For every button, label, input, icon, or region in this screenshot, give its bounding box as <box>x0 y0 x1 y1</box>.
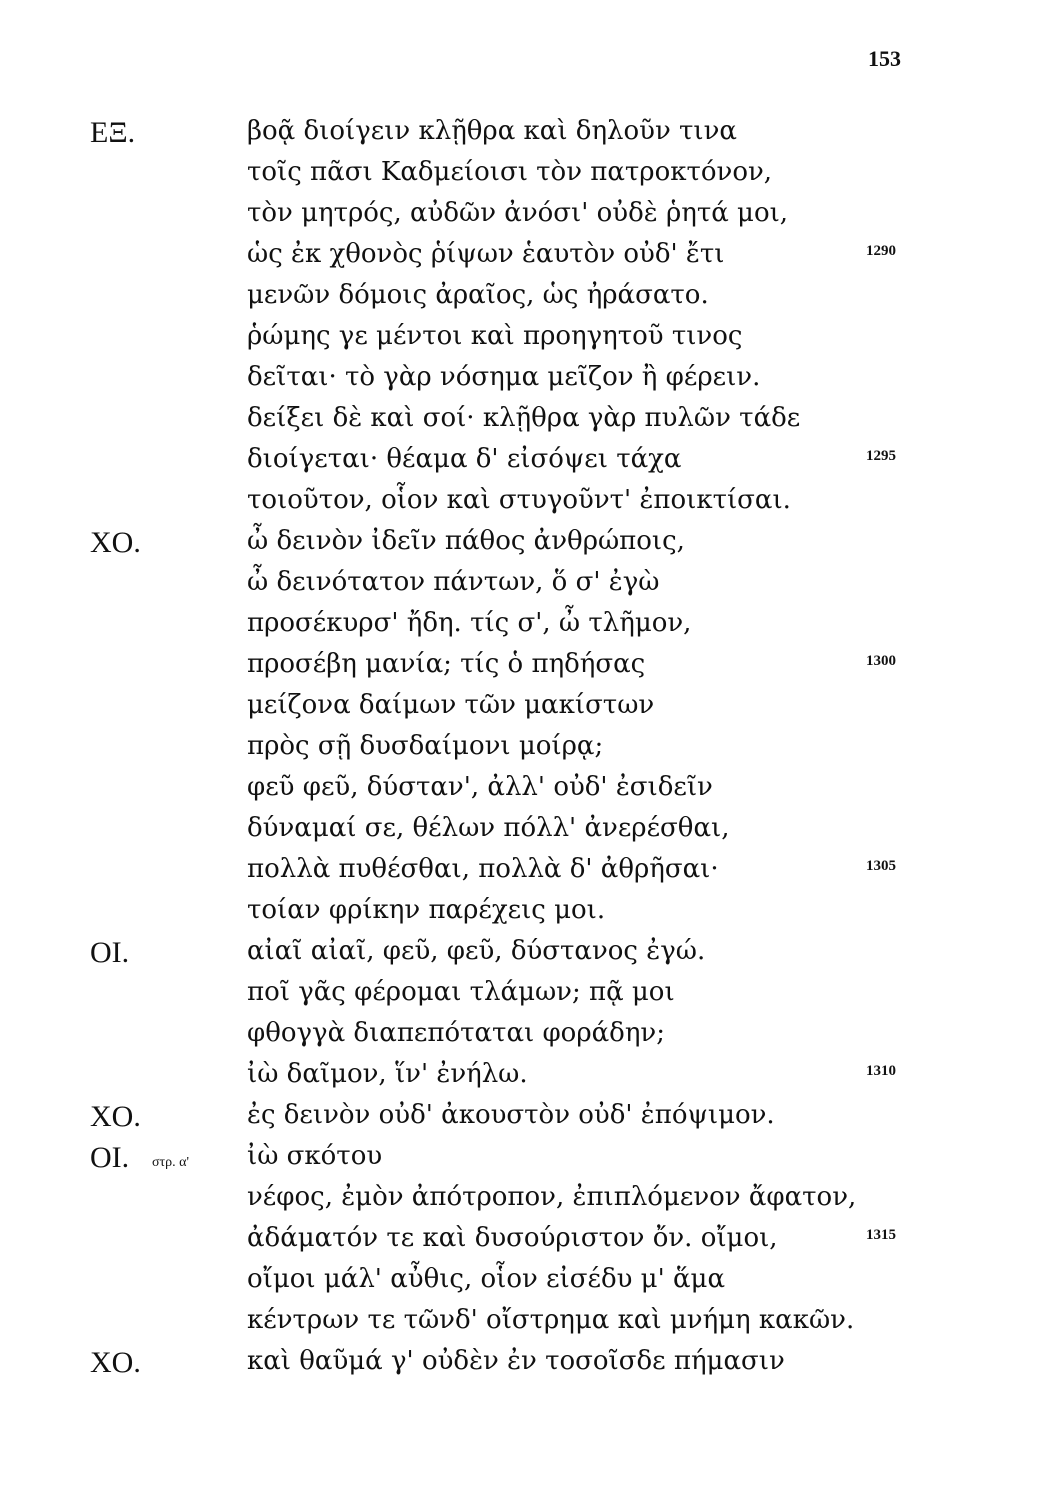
verse-text: προσέβη μανία; τίς ὁ πηδήσας <box>247 649 646 679</box>
verse-text: δείξει δὲ καὶ σοί· κλῇθρα γὰρ πυλῶν τάδε <box>247 403 801 433</box>
verse-line <box>0 854 1064 894</box>
page-number: 153 <box>868 46 901 71</box>
verse-line <box>0 157 1064 197</box>
verse-line <box>0 1100 1064 1140</box>
strophe-marker: στρ. α' <box>152 1155 190 1170</box>
line-number: 1290 <box>866 243 896 259</box>
verse-text: φεῦ φεῦ, δύσταν', ἀλλ' οὐδ' ἐσιδεῖν <box>247 772 713 802</box>
speaker-label: ΧΟ. <box>90 1100 141 1133</box>
verse-line <box>0 198 1064 238</box>
line-number: 1295 <box>866 448 896 464</box>
verse-line <box>0 772 1064 812</box>
verse-line <box>0 1018 1064 1058</box>
verse-text: πολλὰ πυθέσθαι, πολλὰ δ' ἀθρῆσαι· <box>247 854 719 884</box>
line-number: 1300 <box>866 653 896 669</box>
verse-text: μενῶν δόμοις ἀραῖος, ὡς ἠράσατο. <box>247 280 709 310</box>
verse-text: αἰαῖ αἰαῖ, φεῦ, φεῦ, δύστανος ἐγώ. <box>247 936 706 966</box>
verse-line <box>0 444 1064 484</box>
verse-line <box>0 280 1064 320</box>
speaker-label: ΧΟ. <box>90 526 141 559</box>
verse-line <box>0 690 1064 730</box>
verse-text: ποῖ γᾶς φέρομαι τλάμων; πᾷ μοι <box>247 977 675 1007</box>
line-number: 1305 <box>866 858 896 874</box>
verse-text: τὸν μητρός, αὐδῶν ἀνόσι' οὐδὲ ῥητά μοι, <box>247 198 789 228</box>
verse-line <box>0 485 1064 525</box>
verse-line <box>0 731 1064 771</box>
verse-text: τοίαν φρίκην παρέχεις μοι. <box>247 895 606 925</box>
verse-line <box>0 321 1064 361</box>
verse-line <box>0 1305 1064 1345</box>
verse-line <box>0 116 1064 156</box>
verse-text: ἰὼ σκότου <box>247 1141 383 1171</box>
verse-line <box>0 1141 1064 1181</box>
verse-line <box>0 1223 1064 1263</box>
verse-line <box>0 362 1064 402</box>
verse-line <box>0 977 1064 1017</box>
verse-text: ὡς ἐκ χθονὸς ῥίψων ἑαυτὸν οὐδ' ἔτι <box>247 239 725 269</box>
verse-line <box>0 1346 1064 1386</box>
verse-text: πρὸς σῇ δυσδαίμονι μοίρᾳ; <box>247 731 604 761</box>
verse-line <box>0 1264 1064 1304</box>
verse-line <box>0 649 1064 689</box>
speaker-label: ΟΙ. <box>90 936 130 969</box>
verse-text: τοιοῦτον, οἷον καὶ στυγοῦντ' ἐποικτίσαι. <box>247 485 791 515</box>
speaker-label: ΧΟ. <box>90 1346 141 1379</box>
verse-line <box>0 403 1064 443</box>
line-number: 1310 <box>866 1063 896 1079</box>
verse-text: φθογγὰ διαπεπόταται φοράδην; <box>247 1018 665 1048</box>
verse-line <box>0 1182 1064 1222</box>
verse-text: κέντρων τε τῶνδ' οἴστρημα καὶ μνήμη κακῶν. <box>247 1305 855 1335</box>
verse-line <box>0 1059 1064 1099</box>
verse-text: καὶ θαῦμά γ' οὐδὲν ἐν τοσοῖσδε πήμασιν <box>247 1346 785 1376</box>
verse-line <box>0 895 1064 935</box>
verse-text: δύναμαί σε, θέλων πόλλ' ἀνερέσθαι, <box>247 813 730 843</box>
verse-line <box>0 608 1064 648</box>
verse-text: ὦ δεινὸν ἰδεῖν πάθος ἀνθρώποις, <box>247 526 685 556</box>
verse-line <box>0 567 1064 607</box>
verse-text: ἰὼ δαῖμον, ἵν' ἐνήλω. <box>247 1059 528 1089</box>
verse-text: νέφος, ἐμὸν ἀπότροπον, ἐπιπλόμενον ἄφατον, <box>247 1182 857 1212</box>
verse-text: ἐς δεινὸν οὐδ' ἀκουστὸν οὐδ' ἐπόψιμον. <box>247 1100 775 1130</box>
speaker-label: ΕΞ. <box>90 116 136 149</box>
verse-text: ἀδάματόν τε καὶ δυσούριστον ὄν. οἴμοι, <box>247 1223 778 1253</box>
verse-line <box>0 813 1064 853</box>
verse-line <box>0 936 1064 976</box>
verse-text: ὦ δεινότατον πάντων, ὅ σ' ἐγὼ <box>247 567 660 597</box>
verse-line <box>0 239 1064 279</box>
verse-text: τοῖς πᾶσι Καδμείοισι τὸν πατροκτόνον, <box>247 157 773 187</box>
line-number: 1315 <box>866 1227 896 1243</box>
verse-text: διοίγεται· θέαμα δ' εἰσόψει τάχα <box>247 444 682 474</box>
verse-line <box>0 526 1064 566</box>
verse-text: ῥώμης γε μέντοι καὶ προηγητοῦ τινος <box>247 321 743 351</box>
verse-text: δεῖται· τὸ γὰρ νόσημα μεῖζον ἢ φέρειν. <box>247 362 761 392</box>
verse-text: προσέκυρσ' ἤδη. τίς σ', ὦ τλῆμον, <box>247 608 692 638</box>
verse-text: βοᾷ διοίγειν κλῇθρα καὶ δηλοῦν τινα <box>247 116 737 146</box>
speaker-label: ΟΙ. <box>90 1141 130 1174</box>
verse-text: μείζονα δαίμων τῶν μακίστων <box>247 690 655 720</box>
verse-text: οἴμοι μάλ' αὖθις, οἷον εἰσέδυ μ' ἅμα <box>247 1264 726 1294</box>
